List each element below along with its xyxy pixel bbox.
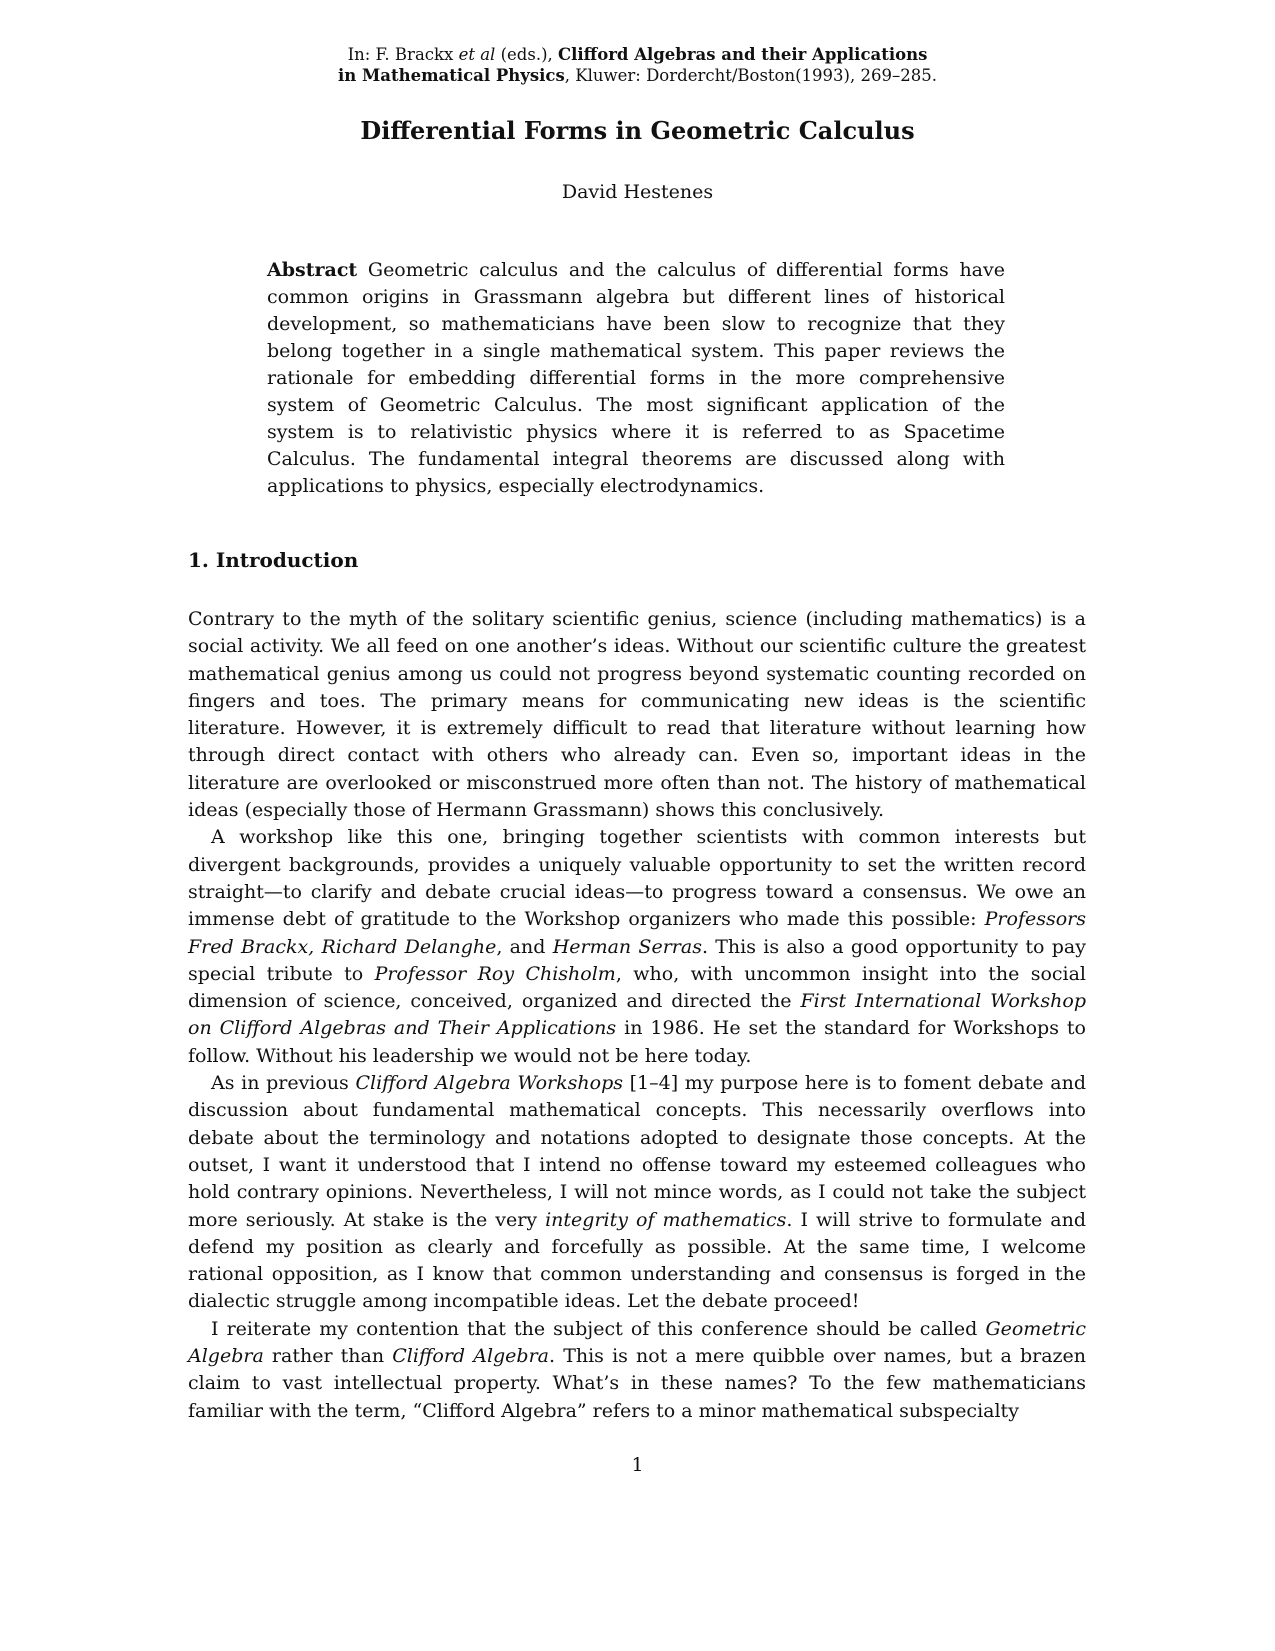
- p2-text-c: , and: [496, 935, 553, 958]
- abstract-text: Geometric calculus and the calculus of differential forms have common origins in Grassmann algebra but different lines of historical development, so mathematicians have been slow to recognize that they belong together in a single mathematical system. This paper reviews the rationale for embedding differential forms in the more comprehensive system of Geometric Calculus. The most significant application of the system is to relativistic physics where it is referred to as Spacetime Calculus. The fundamental integral theorems are discussed along with applications to physics, especially electrodynamics.: [267, 259, 1005, 497]
- citation-prefix: In: F. Brackx: [347, 45, 459, 64]
- p2-italic-chisholm: Professor Roy Chisholm: [374, 962, 616, 985]
- p3-text-c: [1–4] my purpose here is to foment debate and discussion about fundamental mathematical concepts. This necessarily overflows into debate about the terminology and notations adopted to designate those concepts. At the outset, I want it understood that I intend no offense toward my esteemed colleagues who hold contrary opinions. Nevertheless, I will not mince words, as I could not take the subject more seriously. At stake is the very: [188, 1072, 1086, 1231]
- abstract-block: [267, 257, 1005, 500]
- p2-italic-workshop: First International Workshop on Clifford Algebras and Their Applications: [188, 990, 1086, 1040]
- page-number: 1: [631, 1454, 644, 1476]
- paragraph-2: [188, 824, 1086, 1070]
- p3-italic-integrity: integrity of mathematics: [545, 1208, 787, 1231]
- citation-publisher: , Kluwer: Dordercht/Boston(1993), 269–285.: [564, 66, 937, 85]
- p2-text-i: in 1986. He set the standard for Workshops to follow. Without his leadership we would not be here today.: [188, 1017, 1086, 1067]
- paper-author: David Hestenes: [561, 181, 714, 203]
- p4-text-a: I reiterate my contention that the subject of this conference should be called: [211, 1317, 986, 1340]
- abstract-label: Abstract: [267, 259, 358, 281]
- citation-header: [0, 44, 1275, 86]
- p3-text-e: . I will strive to formulate and defend my position as clearly and forcefully as possible. At the same time, I welcome rational opposition, as I know that common understanding and consensus is forged in the dialectic struggle among incompatible ideas. Let the debate proceed!: [188, 1208, 1086, 1313]
- p2-text-e: . This is also a good opportunity to pay special tribute to: [188, 935, 1086, 985]
- p2-italic-organizers: Professors Fred Brackx, Richard Delanghe: [188, 908, 1086, 958]
- paragraph-3: [188, 1070, 1086, 1316]
- paragraph-4: [188, 1316, 1086, 1425]
- p4-italic-geometric-algebra: Geometric Algebra: [188, 1317, 1086, 1368]
- body-text: [188, 606, 1086, 1425]
- p2-italic-serras: Herman Serras: [552, 935, 702, 958]
- section-heading-introduction: 1. Introduction: [188, 548, 359, 572]
- p2-text-a: A workshop like this one, bringing together scientists with common interests but divergent backgrounds, provides a uniquely valuable opportunity to set the written record straight—to clarify and debate crucial ideas—to progress toward a consensus. We owe an immense debt of gratitude to the Workshop organizers who made this possible:: [188, 826, 1086, 931]
- p2-text-g: , who, with uncommon insight into the social dimension of science, conceived, organized and directed the: [188, 962, 1087, 1013]
- paper-title: Differential Forms in Geometric Calculus: [360, 116, 915, 145]
- p4-text-c: rather than: [263, 1345, 393, 1368]
- citation-book-title-2: in Mathematical Physics: [338, 66, 565, 85]
- p3-italic-workshops: Clifford Algebra Workshops: [355, 1072, 623, 1095]
- citation-eds: (eds.),: [495, 45, 558, 64]
- citation-book-title-1: Clifford Algebras and their Applications: [558, 45, 928, 64]
- paragraph-1: Contrary to the myth of the solitary scientific genius, science (including mathematics) is a social activity. We all feed on one another’s ideas. Without our scientific culture the greatest mathematical genius among us could not progress beyond systematic counting recorded on fingers and toes. The primary means for communicating new ideas is the scientific literature. However, it is extremely difficult to read that literature without learning how through direct contact with others who already can. Even so, important ideas in the literature are overlooked or misconstrued more often than not. The history of mathematical ideas (especially those of Hermann Grassmann) shows this conclusively.: [188, 608, 1086, 822]
- p3-text-a: As in previous: [211, 1072, 356, 1095]
- p4-text-e: . This is not a mere quibble over names, but a brazen claim to vast intellectual property. What’s in these names? To the few mathematicians familiar with the term, “Clifford Algebra” refers to a minor mathematical subspecialty: [188, 1345, 1087, 1422]
- p4-italic-clifford-algebra: Clifford Algebra: [392, 1345, 550, 1368]
- citation-etal: et al: [458, 45, 496, 64]
